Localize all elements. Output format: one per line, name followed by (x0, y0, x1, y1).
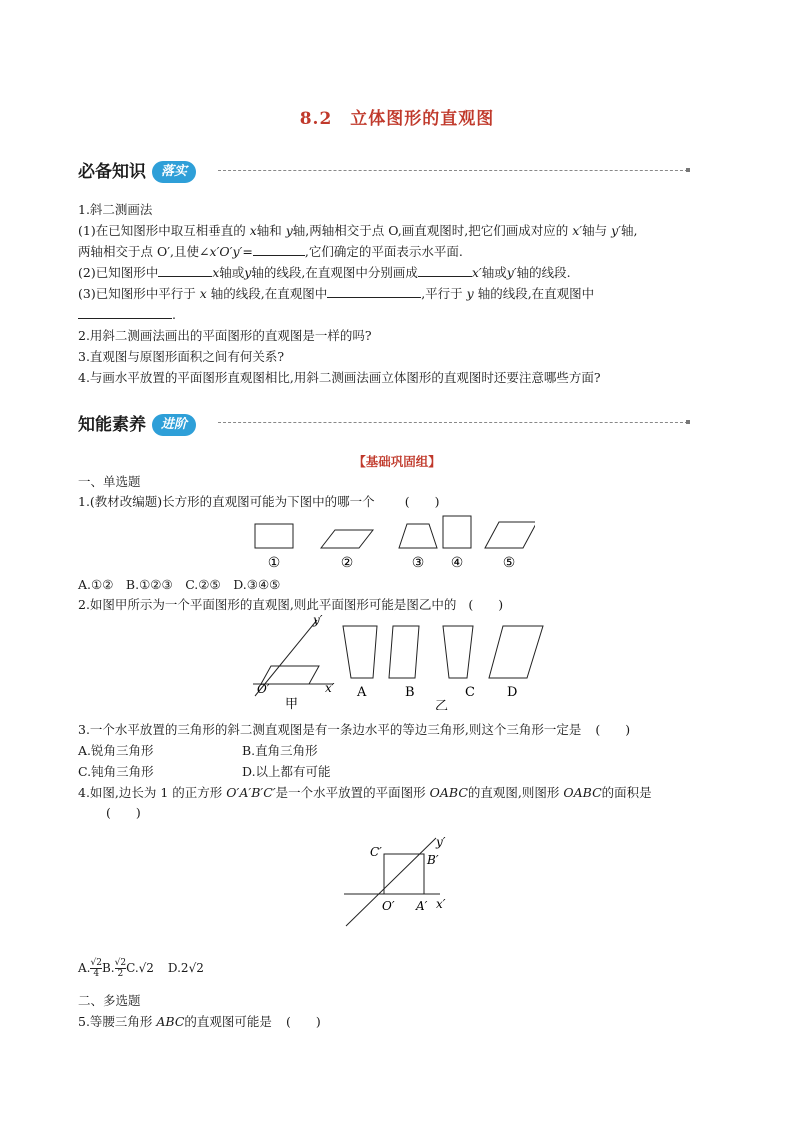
label-1: ① (267, 555, 281, 571)
jia-shape (261, 666, 319, 684)
o-label: O′ (382, 899, 395, 913)
x-axis-label: x′ (325, 681, 335, 695)
q1-figure (245, 514, 535, 572)
question-text: 4.如图,边长为 1 的正方形 O′A′B′C′是一个水平放置的平面图形 OABC的直观图,则图形 OABC的面积是 (78, 785, 652, 800)
section-title: 必备知识 (78, 162, 146, 182)
part-heading: 二、多选题 (78, 993, 141, 1008)
q2-figure (245, 612, 555, 710)
page-title: 8.2 立体图形的直观图 (299, 109, 495, 129)
label-b: B (405, 685, 415, 700)
answer-blank[interactable] (327, 285, 421, 298)
option-c-shape (443, 626, 473, 678)
shape-tall-rectangle (443, 516, 471, 548)
fig-yi-label: 乙 (435, 699, 449, 710)
shape-parallelogram (485, 522, 535, 548)
label-2: ② (340, 555, 354, 571)
section-title: 知能素养 (78, 415, 146, 435)
section-divider (218, 170, 688, 171)
option-d: D.以上都有可能 (242, 764, 331, 779)
divider-end-dot (686, 420, 690, 424)
knowledge-line: (2)已知图形中 x轴或y轴的线段,在直观图中分别画成 x′轴或y′轴的线段. (78, 265, 571, 280)
option-c: C.钝角三角形 (78, 764, 154, 779)
knowledge-line: (3)已知图形中平行于 x 轴的线段,在直观图中 ,平行于 y 轴的线段,在直观图中 (78, 286, 595, 301)
question-text: 5.等腰三角形 ABC的直观图可能是 ( ) (78, 1014, 321, 1029)
option-b-shape (389, 626, 419, 678)
answer-options: A. $\frac{√2}{4}$ B. $\frac{√2}{2}$ C.√2 D.2√2 (78, 958, 204, 979)
label-4: ④ (450, 555, 464, 571)
question-text: 3.一个水平放置的三角形的斜二测直观图是有一条边水平的等边三角形,则这个三角形一定是 ( ) (78, 722, 631, 737)
label-a: A (357, 685, 367, 700)
answer-blank[interactable] (253, 243, 305, 256)
section-header-practice (78, 410, 196, 436)
option-d-shape (489, 626, 543, 678)
a-label: A′ (416, 899, 428, 913)
question-text: 2.如图甲所示为一个平面图形的直观图,则此平面图形可能是图乙中的 ( ) (78, 597, 504, 612)
q4-figure (340, 834, 460, 930)
shape-parallelogram (321, 530, 373, 548)
y-axis-label: y′ (313, 613, 323, 627)
option-b: B.直角三角形 (242, 743, 318, 758)
origin-label: O′ (257, 682, 270, 696)
c-label: C′ (370, 845, 382, 859)
b-label: B′ (427, 853, 439, 867)
option-a-shape (343, 626, 377, 678)
divider-end-dot (686, 168, 690, 172)
part-heading: 一、单选题 (78, 474, 141, 489)
fig-jia-label: 甲 (285, 697, 299, 710)
label-c: C (465, 685, 475, 700)
group-title: 【基础巩固组】 (353, 454, 441, 469)
section-divider (218, 422, 688, 423)
label-3: ③ (411, 555, 425, 571)
option-a: A.锐角三角形 (78, 743, 154, 758)
answer-blank[interactable] (78, 306, 172, 319)
question-text: 3.直观图与原图形面积之间有何关系? (78, 349, 285, 364)
shape-trapezoid (399, 524, 437, 548)
question-text: 1.(教材改编题)长方形的直观图可能为下图中的哪一个 ( ) (78, 494, 440, 509)
question-text: 4.与画水平放置的平面图形直观图相比,用斜二测画法画立体图形的直观图时还要注意哪些方面? (78, 370, 601, 385)
square (384, 854, 424, 894)
answer-blank[interactable] (418, 264, 472, 277)
knowledge-line: 两轴相交于点 O′,且使∠x′O′y′= ,它们确定的平面表示水平面. (78, 244, 463, 259)
label-d: D (507, 685, 518, 700)
section-badge: 落实 (152, 161, 196, 183)
question-text: 2.用斜二测画法画出的平面图形的直观图是一样的吗? (78, 328, 372, 343)
section-badge: 进阶 (152, 414, 196, 436)
section-header-knowledge (78, 157, 196, 183)
label-5: ⑤ (502, 555, 516, 571)
answer-blank[interactable] (158, 264, 212, 277)
shape-rectangle (255, 524, 293, 548)
answer-paren: ( ) (106, 805, 141, 820)
x-label: x′ (436, 897, 446, 911)
knowledge-heading: 1.斜二测画法 (78, 202, 153, 217)
knowledge-line: (1)在已知图形中取互相垂直的 x轴和 y轴,两轴相交于点 O,画直观图时,把它们画成对应的 x′轴与 y′轴, (78, 223, 638, 238)
answer-options: A.①② B.①②③ C.②⑤ D.③④⑤ (78, 577, 281, 592)
knowledge-line: . (78, 305, 724, 325)
y-label: y′ (436, 835, 446, 849)
